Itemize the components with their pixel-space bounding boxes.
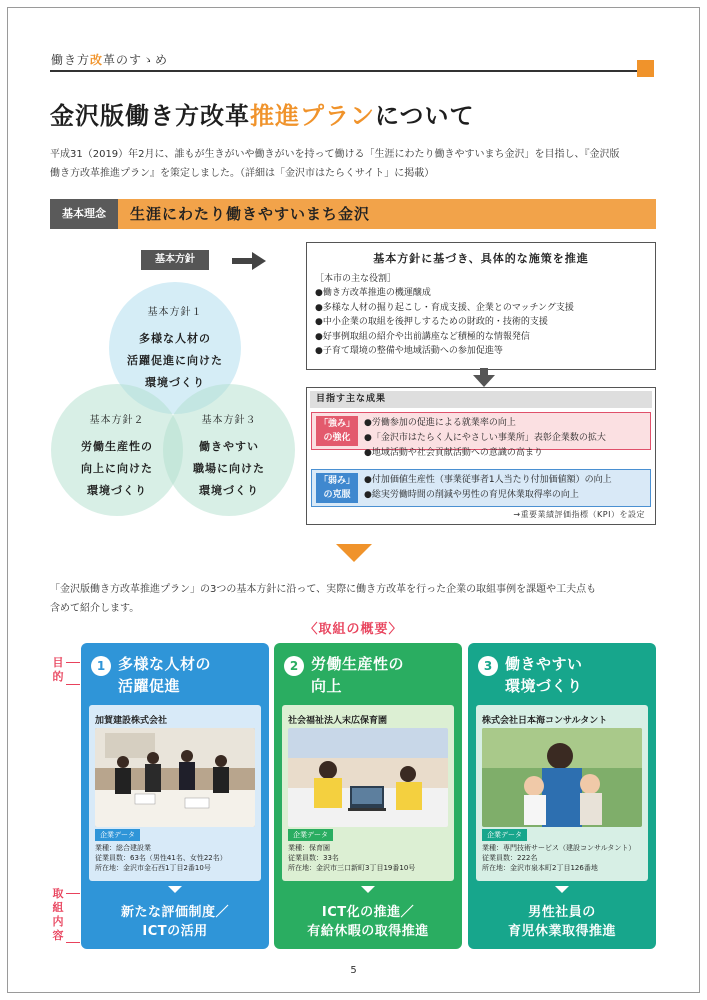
policy-2-line: 向上に向けた bbox=[81, 462, 153, 475]
weakness-items bbox=[364, 473, 612, 503]
card-down-arrow-icon bbox=[361, 886, 375, 893]
policy-1-line: 環境づくり bbox=[145, 376, 205, 389]
description-line: 含めて紹介します。 bbox=[50, 603, 140, 614]
company-data-line: 業種：保育園 bbox=[288, 844, 330, 852]
card-title-line: 活躍促進 bbox=[118, 677, 181, 695]
card-down-arrow-icon bbox=[168, 886, 182, 893]
card-title bbox=[118, 653, 211, 697]
company-name: 株式会社日本海コンサルタント bbox=[482, 716, 608, 726]
title-part2: について bbox=[375, 102, 475, 130]
weakness-row bbox=[311, 469, 651, 507]
card-company-panel bbox=[89, 705, 261, 881]
company-data-tag: 企業データ bbox=[482, 829, 527, 841]
strength-tag bbox=[316, 416, 358, 446]
card-number: 1 bbox=[91, 656, 111, 676]
card-title-line: 向上 bbox=[311, 677, 343, 695]
page-number: 5 bbox=[350, 965, 357, 976]
intro-line: 平成31（2019）年2月に、誰もが生きがいや働きがいを持って働ける「生涯にわたり働きやすいまち金沢」を目指し、『金沢版 bbox=[50, 149, 620, 160]
policy-3-text bbox=[169, 410, 289, 502]
strength-row bbox=[311, 412, 651, 458]
company-photo bbox=[95, 728, 255, 827]
company-data-line: 従業員数：63名（男性41名、女性22名） bbox=[95, 854, 227, 862]
measures-item: ●多様な人材の掘り起こし・育成支援、企業とのマッチング支援 bbox=[315, 302, 574, 313]
weakness-tag-line: 「弱み」 bbox=[318, 476, 355, 486]
card-title-line: 働きやすい bbox=[505, 655, 583, 673]
intro-paragraph bbox=[50, 145, 660, 183]
purpose-char: 目 bbox=[52, 656, 64, 669]
card-title-line: 環境づくり bbox=[505, 677, 583, 695]
case-card-2 bbox=[274, 643, 462, 949]
strength-item: ●地域活動や社会貢献活動への意識の高まり bbox=[364, 448, 543, 458]
card-down-arrow-icon bbox=[555, 886, 569, 893]
action-char: 容 bbox=[52, 929, 64, 942]
weakness-tag-line: の克服 bbox=[323, 490, 351, 500]
company-data-line: 所在地：金沢市泉本町2丁目126番地 bbox=[482, 864, 598, 872]
measures-subtitle: ［本市の主な役割］ bbox=[315, 274, 397, 284]
header-accent-square bbox=[637, 60, 654, 77]
card-number: 2 bbox=[284, 656, 304, 676]
policy-2-title: 基本方針２ bbox=[89, 415, 145, 426]
card-action-line: 男性社員の bbox=[528, 905, 596, 920]
purpose-label bbox=[51, 656, 65, 684]
strength-tag-line: 「強み」 bbox=[318, 419, 355, 429]
card-company-panel bbox=[476, 705, 648, 881]
policy-1-line: 多様な人材の bbox=[139, 332, 211, 345]
policy-2-line: 環境づくり bbox=[87, 484, 147, 497]
company-data bbox=[482, 843, 635, 873]
description-line: 「金沢版働き方改革推進プラン」の3つの基本方針に沿って、実際に働き方改革を行った企業の取組事例を課題や工夫点も bbox=[50, 584, 597, 595]
header-highlight: 改 bbox=[90, 53, 104, 67]
measures-item: ●子育て環境の整備や地域活動への参加促進等 bbox=[315, 346, 503, 356]
strength-item: ●労働参加の促進による就業率の向上 bbox=[364, 418, 516, 428]
section-header bbox=[51, 51, 168, 68]
measures-box bbox=[306, 242, 656, 370]
right-arrow-icon bbox=[232, 252, 268, 270]
page-title bbox=[50, 96, 475, 131]
card-action-line: 育児休業取得推進 bbox=[507, 924, 616, 939]
down-arrow-icon bbox=[473, 368, 495, 388]
company-name: 加賀建設株式会社 bbox=[95, 716, 168, 726]
policy-1-title: 基本方針１ bbox=[147, 307, 203, 318]
kpi-note: →重要業績評価指標（KPI）を設定 bbox=[513, 510, 645, 519]
action-label bbox=[51, 887, 65, 943]
header-suffix: 革のすゝめ bbox=[103, 53, 169, 67]
basic-philosophy-value: 生涯にわたり働きやすいまち金沢 bbox=[118, 199, 656, 229]
policy-3-line: 環境づくり bbox=[199, 484, 259, 497]
card-title bbox=[505, 653, 583, 697]
card-company-panel bbox=[282, 705, 454, 881]
policy-3-title: 基本方針３ bbox=[201, 415, 257, 426]
policy-2-text bbox=[57, 410, 177, 502]
measures-item: ●好事例取組の紹介や出前講座など積極的な情報発信 bbox=[315, 331, 530, 342]
header-rule bbox=[50, 70, 640, 72]
cases-description bbox=[50, 580, 660, 618]
company-data-line: 所在地：金沢市金石西1丁目2番10号 bbox=[95, 864, 211, 872]
card-title-line: 労働生産性の bbox=[311, 655, 405, 673]
weakness-tag bbox=[316, 473, 358, 503]
case-card-1 bbox=[81, 643, 269, 949]
policy-1-text bbox=[115, 302, 235, 394]
company-photo bbox=[288, 728, 448, 827]
weakness-item: ●総実労働時間の削減や男性の育児休業取得率の向上 bbox=[364, 490, 579, 500]
results-box bbox=[306, 387, 656, 525]
company-data-tag: 企業データ bbox=[288, 829, 333, 841]
measures-title: 基本方針に基づき、具体的な施策を推進 bbox=[373, 252, 589, 265]
policy-3-line: 職場に向けた bbox=[193, 462, 265, 475]
header-prefix: 働き方 bbox=[51, 53, 91, 67]
overview-title: 〈取組の概要〉 bbox=[304, 622, 403, 637]
card-title bbox=[311, 653, 404, 697]
company-data-tag: 企業データ bbox=[95, 829, 140, 841]
action-bracket bbox=[66, 942, 80, 943]
action-char: 取 bbox=[52, 887, 64, 900]
results-heading: 目指す主な成果 bbox=[310, 391, 652, 408]
intro-line: 働き方改革推進プラン』を策定しました。（詳細は「金沢市はたらくサイト」に掲載） bbox=[50, 168, 435, 179]
policy-2-line: 労働生産性の bbox=[81, 440, 153, 453]
company-data bbox=[288, 843, 415, 873]
card-action-line: ICTの活用 bbox=[142, 924, 208, 939]
company-data-line: 業種：総合建設業 bbox=[95, 844, 151, 852]
card-action bbox=[81, 903, 269, 941]
strength-tag-line: の強化 bbox=[323, 433, 351, 443]
card-action-line: 有給休暇の取得推進 bbox=[307, 924, 429, 939]
purpose-bracket bbox=[66, 684, 80, 685]
case-card-3 bbox=[468, 643, 656, 949]
company-data-line: 所在地：金沢市三口新町3丁目19番10号 bbox=[288, 864, 416, 872]
card-action-line: 新たな評価制度／ bbox=[120, 905, 229, 920]
purpose-char: 的 bbox=[52, 670, 64, 683]
action-char: 組 bbox=[52, 901, 64, 914]
policy-3-line: 働きやすい bbox=[199, 440, 259, 453]
company-name: 社会福祉法人末広保育園 bbox=[288, 716, 388, 726]
card-action-line: ICT化の推進／ bbox=[321, 905, 415, 920]
company-data-line: 従業員数：33名 bbox=[288, 854, 339, 862]
strength-items bbox=[364, 416, 606, 461]
weakness-item: ●付加価値生産性（事業従事者1人当たり付加価値額）の向上 bbox=[364, 475, 612, 485]
card-action bbox=[274, 903, 462, 941]
card-action bbox=[468, 903, 656, 941]
company-data-line: 従業員数：222名 bbox=[482, 854, 538, 862]
card-title-line: 多様な人材の bbox=[118, 655, 212, 673]
strength-item: ●「金沢市はたらく人にやさしい事業所」表彰企業数の拡大 bbox=[364, 433, 606, 443]
policy-1-line: 活躍促進に向けた bbox=[127, 354, 223, 367]
policy-heading: 基本方針 bbox=[141, 250, 209, 270]
action-bracket bbox=[66, 893, 80, 894]
action-char: 内 bbox=[52, 915, 64, 928]
down-triangle-icon bbox=[336, 544, 372, 562]
company-data bbox=[95, 843, 227, 873]
basic-philosophy-label: 基本理念 bbox=[50, 199, 118, 229]
measures-item: ●働き方改革推進の機運醸成 bbox=[315, 288, 431, 298]
measures-item: ●中小企業の取組を後押しするための財政的・技術的支援 bbox=[315, 317, 548, 327]
title-part1: 金沢版働き方改革 bbox=[50, 102, 250, 130]
company-photo bbox=[482, 728, 642, 827]
card-number: 3 bbox=[478, 656, 498, 676]
title-accent: 推進プラン bbox=[250, 102, 375, 130]
purpose-bracket bbox=[66, 662, 80, 663]
company-data-line: 業種：専門技術サービス（建設コンサルタント） bbox=[482, 844, 636, 852]
